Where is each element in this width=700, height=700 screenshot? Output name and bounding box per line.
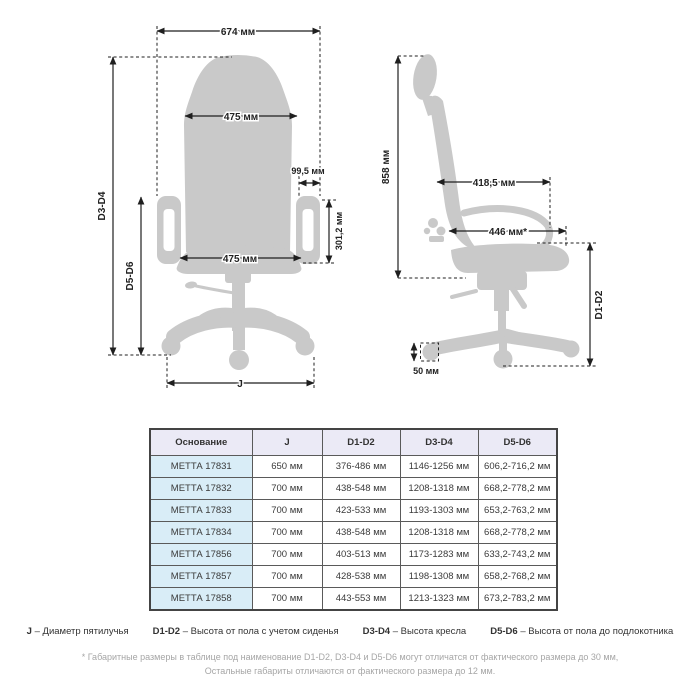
table-row xyxy=(150,522,557,544)
table-row xyxy=(150,456,557,478)
legend-item-d3d4 xyxy=(363,626,467,637)
value-d3d4: 1208-1318 мм xyxy=(400,522,478,544)
value-d5d6: 668,2-778,2 мм xyxy=(478,522,557,544)
table-row xyxy=(150,566,557,588)
value-d5d6: 658,2-768,2 мм xyxy=(478,566,557,588)
dim-backrest-span-label: 418,5 мм xyxy=(472,178,516,189)
value-d3d4: 1198-1308 мм xyxy=(400,566,478,588)
model-name: МЕТТА 17834 xyxy=(150,522,252,544)
value-j: 700 мм xyxy=(252,544,322,566)
dim-armrest-height-label: 301,2 мм xyxy=(334,211,344,251)
side-chair-silhouette xyxy=(410,52,579,368)
caster xyxy=(229,350,249,370)
col-header-d1d2: D1-D2 xyxy=(322,429,400,456)
caster xyxy=(423,344,440,361)
value-j: 700 мм xyxy=(252,566,322,588)
side-view xyxy=(381,52,605,376)
value-d1d2: 443-553 мм xyxy=(322,588,400,611)
value-j: 700 мм xyxy=(252,478,322,500)
table-row xyxy=(150,478,557,500)
legend-item-d5d6 xyxy=(490,626,673,637)
legend-key: J xyxy=(26,626,32,637)
model-name: МЕТТА 17831 xyxy=(150,456,252,478)
legend-desc: – Высота от пола с учетом сиденья xyxy=(182,626,339,637)
legend-item-d1d2 xyxy=(153,626,339,637)
value-d3d4: 1193-1303 мм xyxy=(400,500,478,522)
caster xyxy=(563,341,580,358)
dim-total-width-label: 674 мм xyxy=(220,27,256,38)
col-header-d3d4: D3-D4 xyxy=(400,429,478,456)
value-d3d4: 1173-1283 мм xyxy=(400,544,478,566)
value-d3d4: 1208-1318 мм xyxy=(400,478,478,500)
dim-seat-width-label: 475 мм xyxy=(222,254,258,265)
value-d1d2: 423-533 мм xyxy=(322,500,400,522)
front-chair-silhouette xyxy=(157,55,320,370)
value-j: 700 мм xyxy=(252,522,322,544)
footnote xyxy=(0,651,700,679)
legend-desc: – Диаметр пятилучья xyxy=(34,626,129,637)
model-name: МЕТТА 17832 xyxy=(150,478,252,500)
dim-back-height-label: 858 мм xyxy=(381,149,392,185)
model-name: МЕТТА 17857 xyxy=(150,566,252,588)
col-header-j: J xyxy=(252,429,322,456)
legend-desc: – Высота кресла xyxy=(392,626,467,637)
value-j: 700 мм xyxy=(252,500,322,522)
value-d1d2: 438-548 мм xyxy=(322,478,400,500)
value-d5d6: 653,2-763,2 мм xyxy=(478,500,557,522)
value-d5d6: 668,2-778,2 мм xyxy=(478,478,557,500)
legend-desc: – Высота от пола до подлокотника xyxy=(520,626,674,637)
value-d1d2: 376-486 мм xyxy=(322,456,400,478)
front-view xyxy=(97,26,344,390)
dim-armrest-offset-label: 99,5 мм xyxy=(291,166,325,176)
dimension-legend xyxy=(0,626,700,637)
caster xyxy=(162,337,181,356)
model-name: МЕТТА 17856 xyxy=(150,544,252,566)
value-d3d4: 1146-1256 мм xyxy=(400,456,478,478)
dim-d1d2-label: D1-D2 xyxy=(594,290,605,320)
value-d3d4: 1213-1323 мм xyxy=(400,588,478,611)
value-d1d2: 438-548 мм xyxy=(322,522,400,544)
value-d5d6: 633,2-743,2 мм xyxy=(478,544,557,566)
col-header-base: Основание xyxy=(150,429,252,456)
footnote-line-2: Остальные габариты отличаются от фактического размера до 12 мм. xyxy=(204,665,496,676)
value-d1d2: 428-538 мм xyxy=(322,566,400,588)
legend-item-j xyxy=(27,626,129,637)
table-row xyxy=(150,544,557,566)
legend-key: D1-D2 xyxy=(152,626,181,637)
col-header-d5d6: D5-D6 xyxy=(478,429,557,456)
value-d5d6: 673,2-783,2 мм xyxy=(478,588,557,611)
model-name: МЕТТА 17833 xyxy=(150,500,252,522)
legend-key: D5-D6 xyxy=(490,626,518,637)
dim-d3d4-label: D3-D4 xyxy=(97,191,108,221)
footnote-line-1: * Габаритные размеры в таблице под наименование D1-D2, D3-D4 и D5-D6 могут отличатся от фактического размера до 30 мм, xyxy=(81,652,619,662)
value-d1d2: 403-513 мм xyxy=(322,544,400,566)
dim-seat-depth-label: 446 мм* xyxy=(488,227,528,238)
caster xyxy=(296,337,315,356)
legend-key: D3-D4 xyxy=(362,626,391,637)
value-j: 700 мм xyxy=(252,588,322,611)
headrest xyxy=(410,52,440,101)
dimensions-table xyxy=(149,428,558,611)
dim-backrest-width-label: 475 мм xyxy=(223,112,259,123)
value-d5d6: 606,2-716,2 мм xyxy=(478,456,557,478)
value-j: 650 мм xyxy=(252,456,322,478)
table-row xyxy=(150,500,557,522)
table-header-row xyxy=(150,429,557,456)
table-row xyxy=(150,588,557,611)
model-name: МЕТТА 17858 xyxy=(150,588,252,611)
dim-d5d6-label: D5-D6 xyxy=(125,261,136,291)
dim-base-diameter-label: J xyxy=(237,379,243,390)
seat xyxy=(451,244,569,273)
dim-caster-diameter-label: 50 мм xyxy=(413,366,439,376)
